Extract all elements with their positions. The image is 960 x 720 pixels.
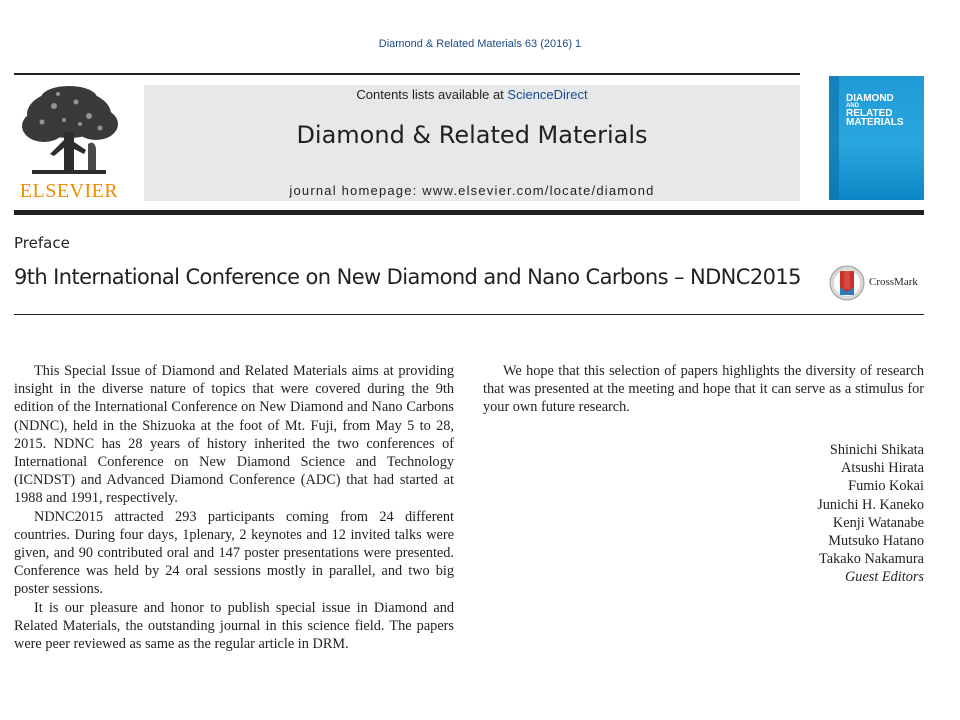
editor-role: Guest Editors [844,569,924,586]
body-paragraph: It is our pleasure and honor to publish special issue in Diamond and Related Materials, the outstanding journal in this science field. The papers were peer reviewed as same as the regular article in DRM. [14,599,454,653]
body-column-right [483,362,924,417]
journal-title: Diamond & Related Materials [296,121,648,149]
homepage-prefix: journal homepage: [289,183,423,198]
editor-name: Takako Nakamura [819,551,924,568]
sciencedirect-link[interactable]: ScienceDirect [507,87,588,102]
contents-prefix: Contents lists available at [356,87,508,102]
cover-title [846,94,922,127]
cover-title-line: MATERIALS [846,117,904,128]
cover-title-line: RELATED [846,108,893,119]
article-title: 9th International Conference on New Diamond and Nano Carbons – NDNC2015 [14,265,801,289]
cover-title-line: AND [846,103,859,109]
homepage-link[interactable]: www.elsevier.com/locate/diamond [422,183,655,198]
crossmark-icon [829,265,865,301]
journal-citation: Diamond & Related Materials 63 (2016) 1 [378,38,582,50]
header-top-rule [14,73,800,75]
journal-masthead [144,85,800,201]
journal-cover-thumbnail[interactable] [829,76,924,200]
journal-homepage [144,183,800,198]
body-paragraph: We hope that this selection of papers highlights the diversity of research that was presented at the meeting and hope that it can serve as a stimulus for your own future research. [483,363,924,416]
crossmark-label: CrossMark [869,276,918,288]
article-type: Preface [14,234,70,252]
editor-name: Mutsuko Hatano [828,533,924,550]
contents-availability [144,87,800,102]
editor-name: Atsushi Hirata [841,460,924,477]
body-paragraph: This Special Issue of Diamond and Related Materials aims at providing insight in the diverse nature of topics that were covered during the 9th edition of the International Conference on New Diamond and Nano Carbons (NDNC), held in the Shizuoka at the foot of Mt. Fuji, from May 5 to 28, 2015. NDNC has 28 years of history inherited the two conferences of International Conference on New Diamond Science and Technology (ICNDST) and Advanced Diamond Conference (ADC) that had started at 1988 and 1991, respectively. [14,363,454,507]
header-bottom-rule [14,210,924,215]
guest-editors-signature [483,441,924,587]
editor-name: Junichi H. Kaneko [817,496,924,513]
title-separator-rule [14,314,924,315]
cover-spine-decoration [829,76,839,200]
cover-title-line: DIAMOND [846,93,894,104]
body-column-left [14,362,454,653]
body-paragraph: NDNC2015 attracted 293 participants coming from 24 different countries. During four days, 1plenary, 2 keynotes and 12 invited talks were given, and 90 contributed oral and 147 poster presentations were presented. Conference was held by 24 oral sessions mostly in parallel, and two big poster sessions. [14,508,454,598]
editor-name: Fumio Kokai [848,478,924,495]
editor-name: Kenji Watanabe [832,514,924,531]
publisher-name: ELSEVIER [19,180,119,202]
editor-name: Shinichi Shikata [829,442,924,458]
crossmark-badge[interactable] [829,265,929,301]
